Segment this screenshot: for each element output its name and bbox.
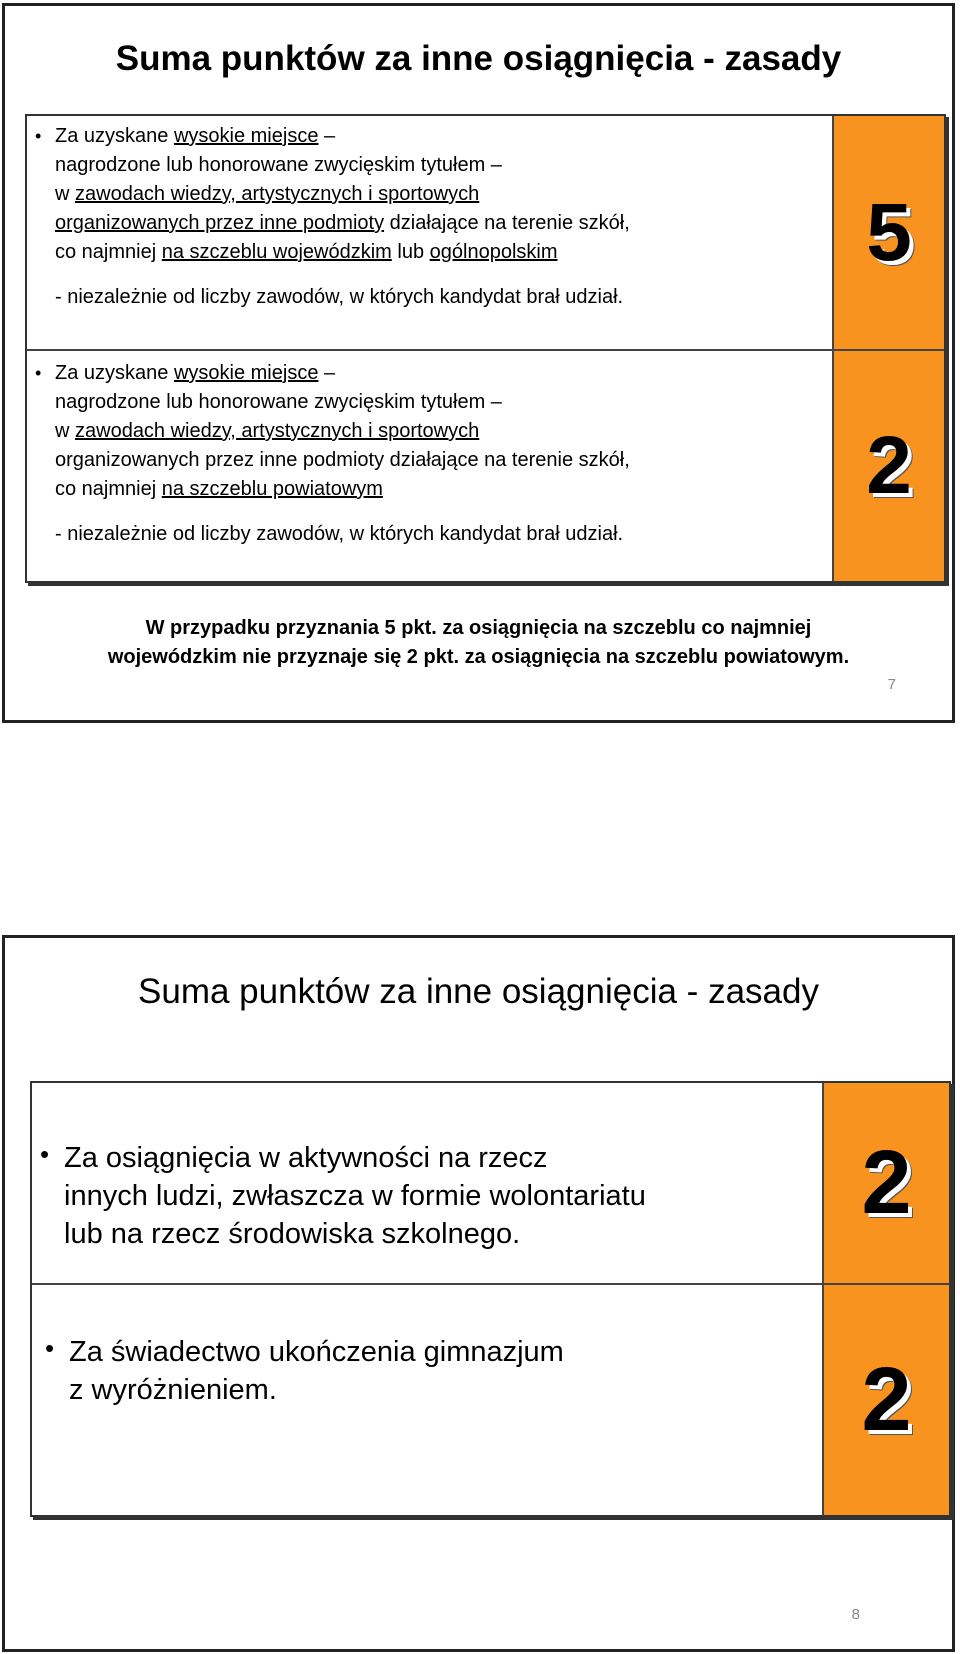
criteria-line: z wyróżnieniem. bbox=[69, 1374, 277, 1406]
table-row bbox=[27, 116, 944, 349]
criteria-line: Za osiągnięcia w aktywności na rzecz bbox=[64, 1142, 548, 1174]
bullet-icon: • bbox=[35, 363, 42, 383]
bullet-icon: • bbox=[45, 1333, 55, 1363]
criteria-cell bbox=[27, 351, 834, 581]
criteria-line: nagrodzone lub honorowane zwycięskim tytułem – bbox=[55, 391, 502, 413]
criteria-line: organizowanych przez inne podmioty działające na terenie szkół, bbox=[55, 449, 630, 471]
points-cell bbox=[822, 1083, 949, 1283]
criteria-note: - niezależnie od liczby zawodów, w których kandydat brał udział. bbox=[55, 523, 624, 545]
slide-7 bbox=[2, 3, 955, 723]
criteria-line: co najmniej na szczeblu wojewódzkim lub ogólnopolskim bbox=[55, 241, 558, 263]
criteria-line: Za uzyskane wysokie miejsce – bbox=[55, 362, 336, 384]
slide-title: Suma punktów za inne osiągnięcia - zasady bbox=[138, 972, 819, 1011]
criteria-cell bbox=[32, 1285, 824, 1515]
criteria-line: nagrodzone lub honorowane zwycięskim tytułem – bbox=[55, 154, 502, 176]
criteria-line: Za świadectwo ukończenia gimnazjum bbox=[69, 1336, 564, 1368]
criteria-line: w zawodach wiedzy, artystycznych i sportowych bbox=[55, 420, 480, 442]
page-number: 8 bbox=[851, 1606, 860, 1623]
points-table bbox=[30, 1081, 951, 1517]
criteria-cell bbox=[32, 1083, 824, 1283]
points-value: 2 bbox=[861, 1133, 912, 1233]
table-row bbox=[32, 1283, 949, 1515]
points-value: 5 bbox=[866, 186, 912, 278]
criteria-line: co najmniej na szczeblu powiatowym bbox=[55, 478, 383, 500]
criteria-cell bbox=[27, 116, 834, 349]
criteria-line: lub na rzecz środowiska szkolnego. bbox=[64, 1218, 521, 1250]
bullet-icon: • bbox=[35, 126, 42, 146]
criteria-line: Za uzyskane wysokie miejsce – bbox=[55, 125, 336, 147]
page-number: 7 bbox=[887, 676, 896, 693]
list-item bbox=[45, 1333, 564, 1409]
points-cell bbox=[822, 1285, 949, 1515]
criteria-line: w zawodach wiedzy, artystycznych i sportowych bbox=[55, 183, 480, 205]
points-value: 2 bbox=[861, 1350, 912, 1450]
slide-title: Suma punktów za inne osiągnięcia - zasady bbox=[115, 39, 842, 78]
criteria-line: innych ludzi, zwłaszcza w formie wolontariatu bbox=[64, 1180, 646, 1212]
list-item bbox=[35, 122, 630, 312]
table-row bbox=[27, 349, 944, 581]
bullet-icon: • bbox=[40, 1139, 50, 1169]
table-row bbox=[32, 1083, 949, 1283]
slide-8 bbox=[2, 935, 955, 1652]
criteria-note: - niezależnie od liczby zawodów, w których kandydat brał udział. bbox=[55, 286, 624, 308]
criteria-line: organizowanych przez inne podmioty działające na terenie szkół, bbox=[55, 212, 630, 234]
list-item bbox=[40, 1139, 646, 1253]
rule-note: W przypadku przyznania 5 pkt. za osiągnięcia na szczeblu co najmniej wojewódzkim nie przyznaje się 2 pkt. za osiągnięcia na szczeblu powiatowym. bbox=[107, 617, 850, 668]
points-table bbox=[25, 114, 946, 583]
points-cell bbox=[832, 116, 944, 349]
points-cell bbox=[832, 351, 944, 581]
points-value: 2 bbox=[866, 420, 912, 511]
list-item bbox=[35, 359, 630, 549]
